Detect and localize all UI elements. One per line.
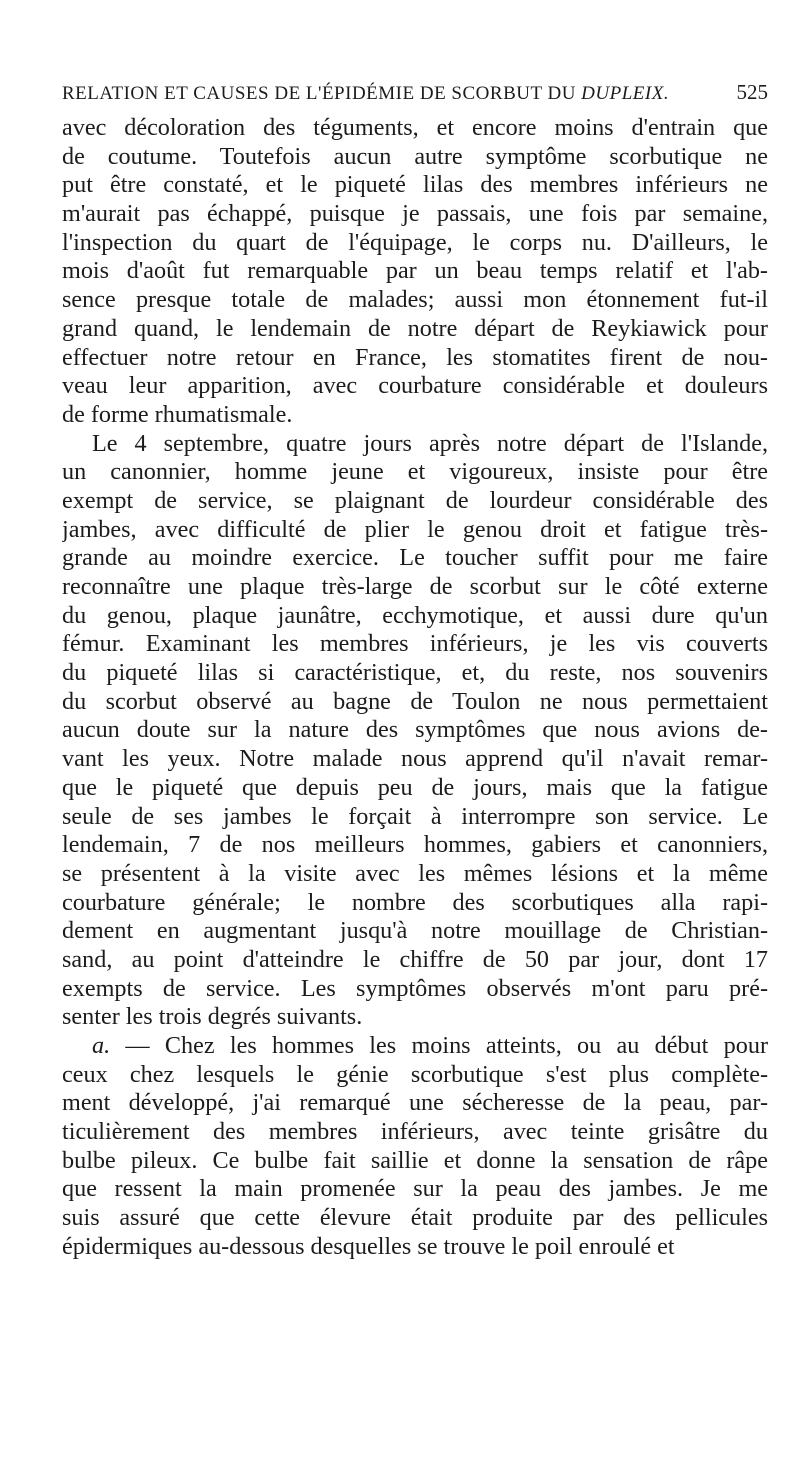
text-line (62, 946, 768, 975)
page-number: 525 (736, 80, 768, 104)
line-text: ticulièrement des membres inférieurs, avec teinte grisâtre du (62, 1118, 768, 1146)
document-page (62, 80, 768, 1262)
line-text: — Chez les hommes les moins atteints, ou au début pour (110, 1032, 768, 1059)
line-text: m'aurait pas échappé, puisque je passais, une fois par semaine, (62, 200, 768, 228)
paragraph (62, 1032, 768, 1262)
line-text: grande au moindre exercice. Le toucher suffit pour me faire (62, 544, 768, 572)
line-text: exempt de service, se plaignant de lourdeur considérable des (62, 486, 768, 514)
text-line (62, 1233, 768, 1262)
header-title-text: RELATION ET CAUSES DE L'ÉPIDÉMIE DE SCORBUT DU (62, 83, 582, 104)
text-line (62, 1118, 768, 1147)
text-line (62, 1061, 768, 1090)
line-text: mois d'août fut remarquable par un beau temps relatif et l'ab- (62, 257, 768, 285)
line-text: reconnaître une plaque très-large de scorbut sur le côté externe (62, 573, 768, 600)
text-line (62, 860, 768, 889)
line-text: avec décoloration des téguments, et encore moins d'entrain que (62, 114, 768, 141)
text-line (62, 774, 768, 803)
text-line (62, 659, 768, 688)
text-line (62, 229, 768, 258)
running-header (62, 80, 768, 114)
line-text: lendemain, 7 de nos meilleurs hommes, gabiers et canonniers, (62, 831, 768, 859)
line-text: vant les yeux. Notre malade nous apprend qu'il n'avait remar- (62, 745, 768, 773)
text-line (62, 430, 768, 459)
section-marker: a. (92, 1032, 111, 1059)
text-line (62, 630, 768, 659)
header-ship-name: DUPLEIX. (581, 83, 670, 104)
text-line (62, 516, 768, 545)
line-text: épidermiques au-dessous desquelles se trouve le poil enroulé et (62, 1232, 675, 1260)
line-text: sand, au point d'atteindre le chiffre de 50 par jour, dont 17 (62, 945, 768, 973)
paragraph (62, 114, 768, 430)
text-line (62, 716, 768, 745)
text-line (62, 831, 768, 860)
line-text: courbature générale; le nombre des scorbutiques alla rapi- (62, 888, 768, 916)
text-line (62, 286, 768, 315)
header-title (62, 83, 669, 105)
text-line (62, 171, 768, 200)
text-line (62, 372, 768, 401)
line-text: put être constaté, et le piqueté lilas des membres inférieurs ne (62, 171, 768, 199)
line-text: veau leur apparition, avec courbature considérable et douleurs (62, 372, 768, 400)
line-text: sence presque totale de malades; aussi mon étonnement fut-il (62, 286, 768, 314)
line-text: du genou, plaque jaunâtre, ecchymotique, et aussi dure qu'un (62, 601, 768, 629)
text-line (62, 143, 768, 172)
line-text: que le piqueté que depuis peu de jours, mais que la fatigue (62, 773, 768, 801)
body-text (62, 114, 768, 1262)
text-line (62, 344, 768, 373)
text-line (62, 458, 768, 487)
text-line (62, 401, 768, 430)
line-text: de coutume. Toutefois aucun autre symptôme scorbutique ne (62, 142, 768, 170)
line-text: dement en augmentant jusqu'à notre mouillage de Christian- (62, 917, 768, 945)
line-text: aucun doute sur la nature des symptômes que nous avions de- (62, 716, 768, 744)
text-line (62, 688, 768, 717)
line-text: l'inspection du quart de l'équipage, le corps nu. D'ailleurs, le (62, 228, 768, 256)
text-line (62, 487, 768, 516)
line-text: bulbe pileux. Ce bulbe fait saillie et donne la sensation de râpe (62, 1146, 768, 1174)
text-line (62, 1089, 768, 1118)
line-text: se présentent à la visite avec les mêmes lésions et la même (62, 859, 768, 887)
line-text: jambes, avec difficulté de plier le genou droit et fatigue très- (62, 515, 768, 543)
line-text: ment développé, j'ai remarqué une sécheresse de la peau, par- (62, 1089, 768, 1117)
line-text: exempts de service. Les symptômes observés m'ont paru pré- (62, 974, 768, 1002)
paragraph (62, 430, 768, 1032)
text-line (62, 1003, 768, 1032)
line-text: fémur. Examinant les membres inférieurs, je les vis couverts (62, 630, 768, 658)
text-line (62, 745, 768, 774)
line-text: seule de ses jambes le forçait à interrompre son service. Le (62, 802, 768, 830)
text-line (62, 917, 768, 946)
text-line (62, 257, 768, 286)
text-line (62, 1204, 768, 1233)
text-line (62, 544, 768, 573)
text-line (62, 315, 768, 344)
line-text: senter les trois degrés suivants. (62, 1003, 363, 1031)
line-text: ceux chez lesquels le génie scorbutique s'est plus complète- (62, 1060, 768, 1088)
text-line (62, 803, 768, 832)
text-line (62, 1032, 768, 1061)
text-line (62, 602, 768, 631)
line-text: Le 4 septembre, quatre jours après notre départ de l'Islande, (92, 429, 768, 457)
text-line (62, 1147, 768, 1176)
line-text: du scorbut observé au bagne de Toulon ne nous permettaient (62, 687, 768, 715)
text-line (62, 573, 768, 602)
text-line (62, 975, 768, 1004)
line-text: de forme rhumatismale. (62, 400, 293, 428)
line-text: suis assuré que cette élevure était produite par des pellicules (62, 1204, 768, 1232)
line-text: que ressent la main promenée sur la peau des jambes. Je me (62, 1175, 768, 1203)
text-line (62, 200, 768, 229)
text-line (62, 889, 768, 918)
line-text: un canonnier, homme jeune et vigoureux, insiste pour être (62, 458, 768, 486)
text-line (62, 1175, 768, 1204)
line-text: du piqueté lilas si caractéristique, et, du reste, nos souvenirs (62, 659, 768, 687)
line-text: grand quand, le lendemain de notre départ de Reykiawick pour (62, 314, 768, 342)
line-text: effectuer notre retour en France, les stomatites firent de nou- (62, 343, 768, 371)
text-line (62, 114, 768, 143)
